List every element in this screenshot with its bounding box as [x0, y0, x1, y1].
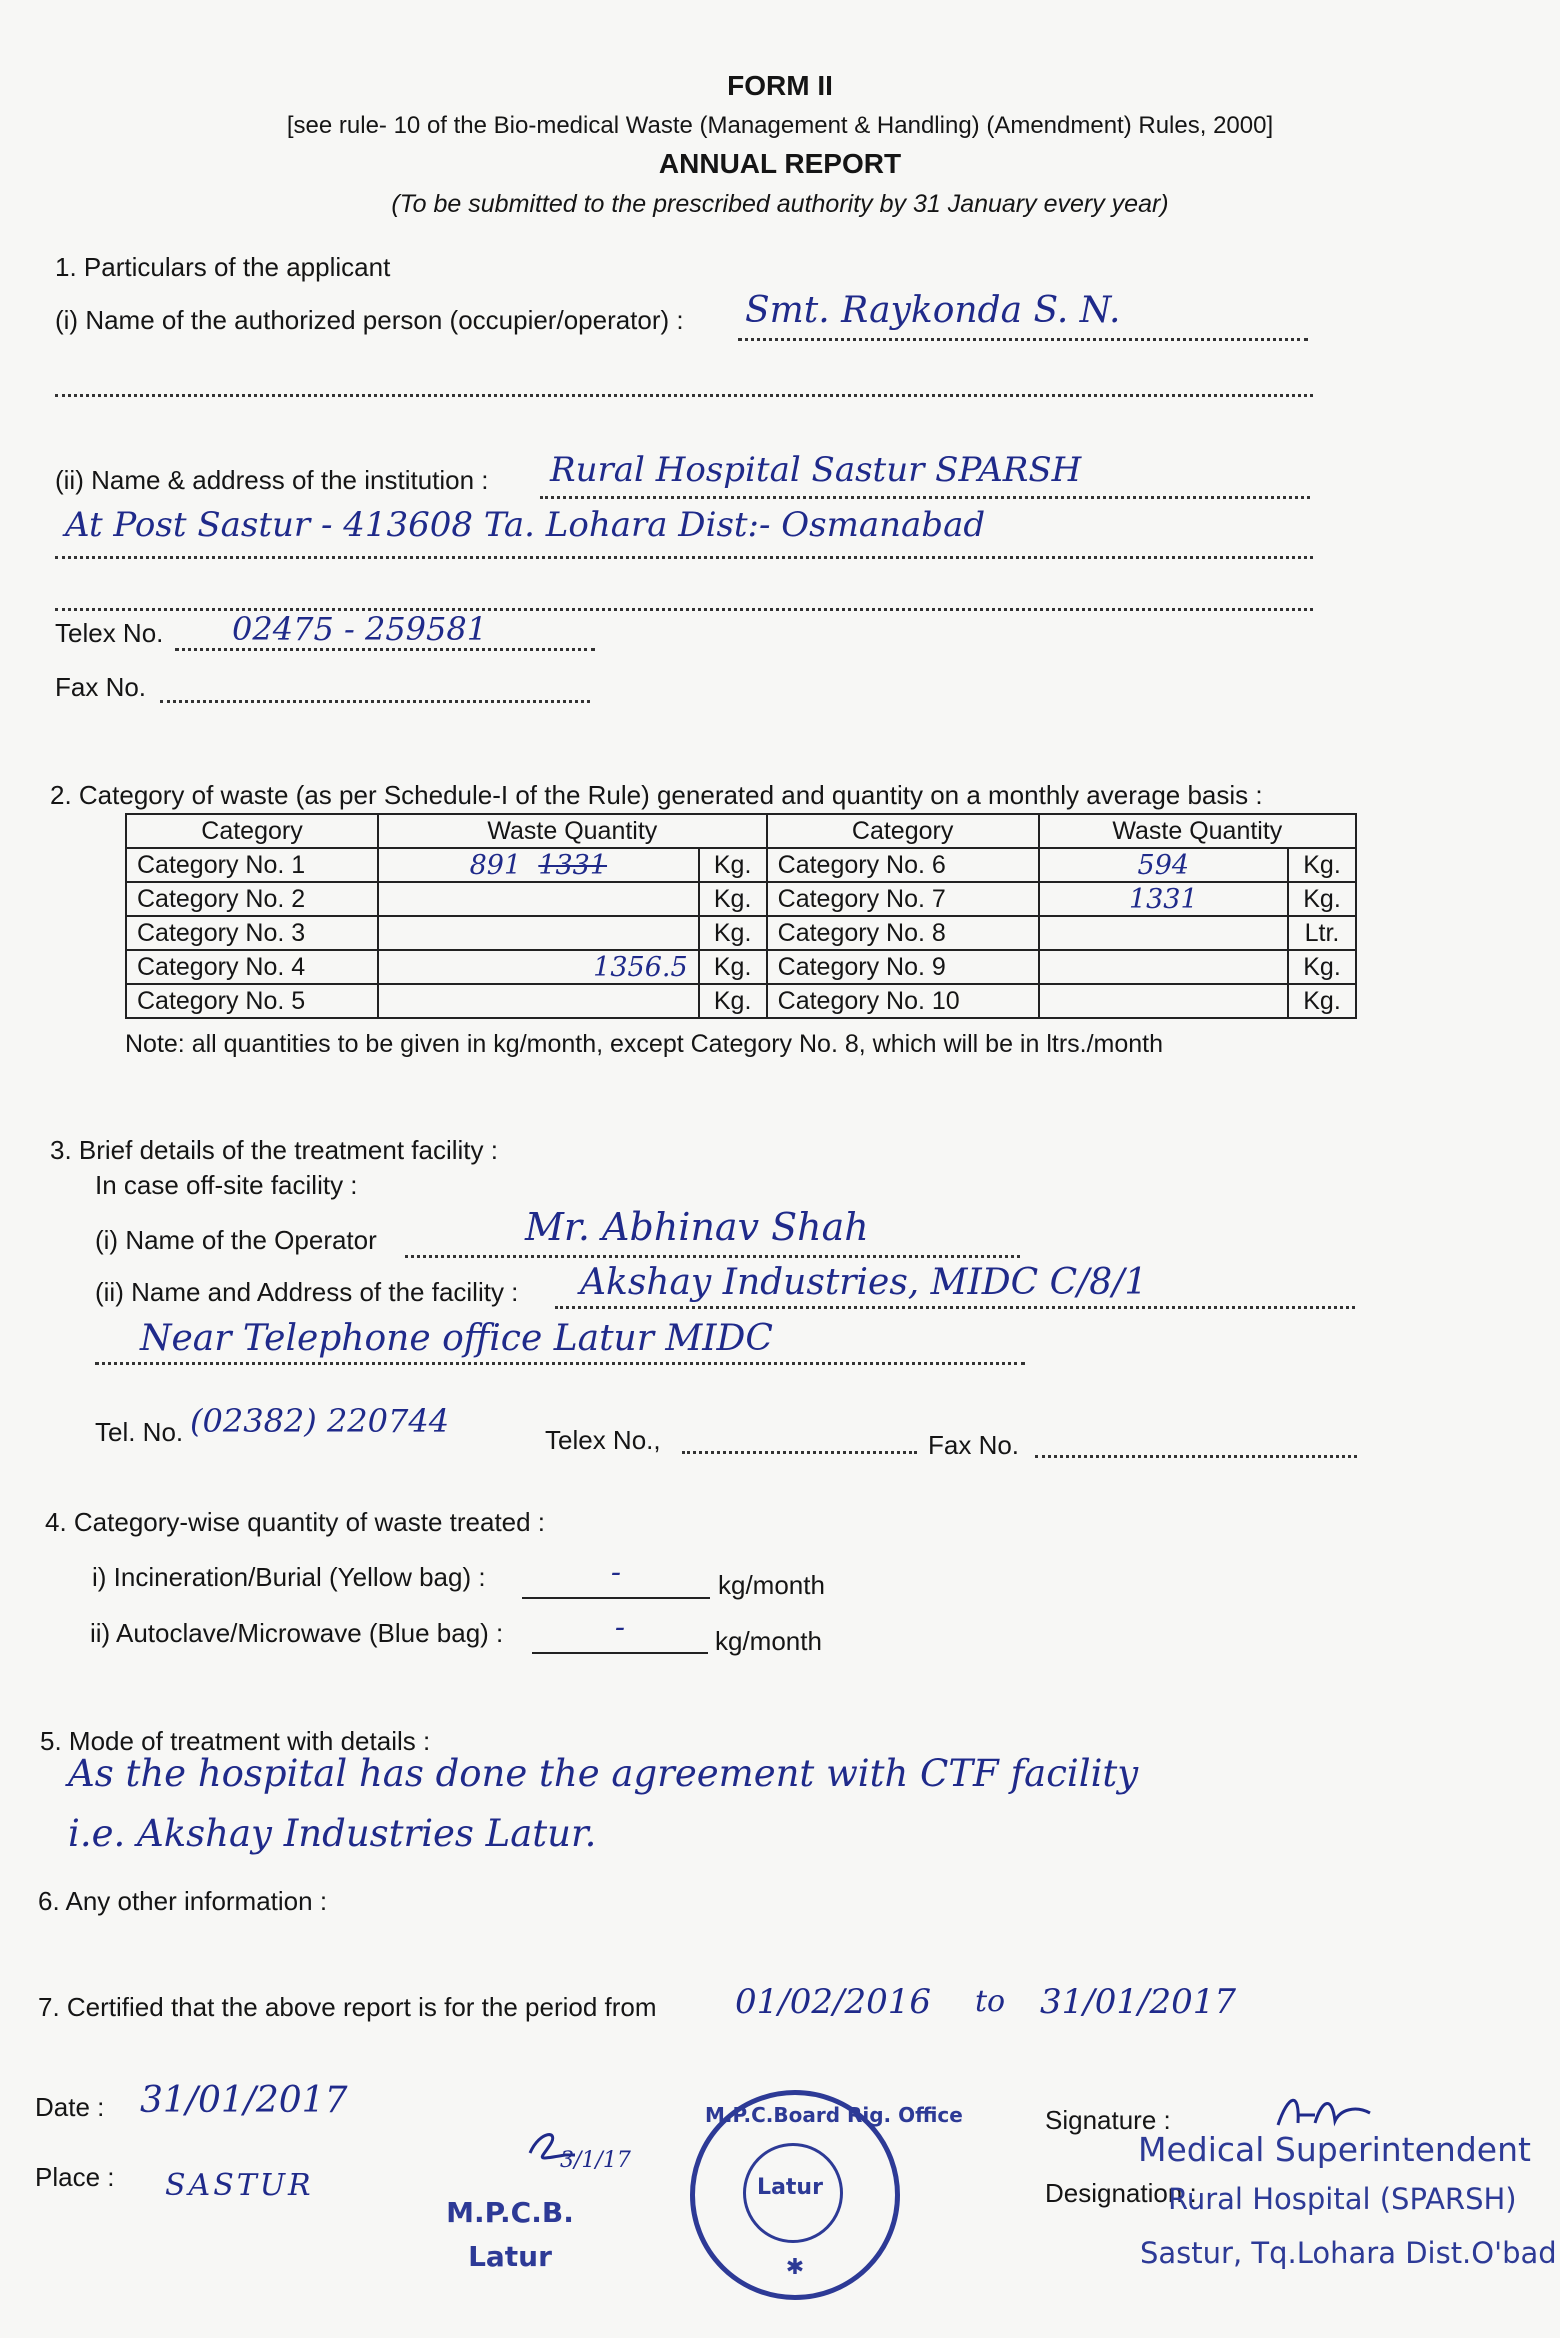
- facility-telex-label: Telex No.,: [545, 1425, 661, 1455]
- form-title: FORM II: [727, 70, 833, 101]
- operator-label: (i) Name of the Operator: [95, 1225, 377, 1255]
- period-to-date[interactable]: 31/01/2017: [1040, 1982, 1236, 2022]
- telex-line: [175, 648, 595, 651]
- operator-value[interactable]: Mr. Abhinav Shah: [525, 1205, 869, 1249]
- autoclave-value[interactable]: -: [614, 1610, 626, 1645]
- seal-ring-text: M.P.C.Board Rig. Office: [705, 2103, 963, 2127]
- category-cell: Category No. 9: [767, 950, 1039, 984]
- institution-value-line-1[interactable]: Rural Hospital Sastur SPARSH: [550, 450, 1082, 490]
- received-initials-icon: [520, 2125, 580, 2170]
- quantity-cell[interactable]: 594: [1039, 848, 1288, 882]
- fax-line[interactable]: [160, 700, 590, 703]
- unit-cell: Kg.: [1288, 848, 1356, 882]
- header-category-left: Category: [126, 814, 378, 848]
- header-quantity-left: Waste Quantity: [378, 814, 767, 848]
- section-4-heading: 4. Category-wise quantity of waste treated :: [45, 1507, 546, 1537]
- institution-value-line-2[interactable]: At Post Sastur - 413608 Ta. Lohara Dist:- Osmanabad: [65, 505, 986, 545]
- section-3-heading: 3. Brief details of the treatment facility :: [50, 1135, 498, 1165]
- category-cell: Category No. 4: [126, 950, 378, 984]
- designation-stamp-line-1: Medical Superintendent: [1138, 2130, 1531, 2169]
- unit-cell: Ltr.: [1288, 916, 1356, 950]
- fax-label: Fax No.: [55, 672, 147, 702]
- signature-label: Signature :: [1045, 2105, 1171, 2135]
- unit-cell: Kg.: [1288, 950, 1356, 984]
- table-row: [126, 984, 1356, 1018]
- authorized-person-line: [738, 338, 1308, 341]
- table-row: [126, 848, 1356, 882]
- unit-cell: Kg.: [699, 984, 767, 1018]
- category-cell: Category No. 3: [126, 916, 378, 950]
- place-label: Place :: [35, 2162, 115, 2192]
- autoclave-label: ii) Autoclave/Microwave (Blue bag) :: [90, 1618, 504, 1648]
- facility-telex-line[interactable]: [682, 1451, 917, 1454]
- category-cell: Category No. 5: [126, 984, 378, 1018]
- unit-cell: Kg.: [699, 848, 767, 882]
- table-row: [126, 950, 1356, 984]
- mpcb-seal-icon: [690, 2090, 963, 2300]
- operator-line: [405, 1255, 1020, 1258]
- incineration-value[interactable]: -: [610, 1555, 622, 1590]
- quantity-cell[interactable]: 1331: [1039, 882, 1288, 916]
- quantity-cell[interactable]: [1039, 916, 1288, 950]
- incineration-label: i) Incineration/Burial (Yellow bag) :: [92, 1562, 486, 1592]
- category-cell: Category No. 2: [126, 882, 378, 916]
- header-quantity-right: Waste Quantity: [1039, 814, 1356, 848]
- unit-cell: Kg.: [1288, 882, 1356, 916]
- facility-value-line-2[interactable]: Near Telephone office Latur MIDC: [140, 1318, 773, 1359]
- quantity-cell[interactable]: [378, 882, 699, 916]
- facility-line-1: [555, 1306, 1355, 1309]
- treatment-details-line-2[interactable]: i.e. Akshay Industries Latur.: [68, 1812, 597, 1855]
- blank-line: [55, 394, 1313, 397]
- unit-cell: Kg.: [699, 882, 767, 916]
- quantity-cell[interactable]: [1039, 984, 1288, 1018]
- header-category-right: Category: [767, 814, 1039, 848]
- unit-cell: Kg.: [699, 916, 767, 950]
- waste-category-table: [125, 813, 1357, 1019]
- autoclave-unit: kg/month: [715, 1626, 822, 1656]
- struck-quantity: 1331: [538, 849, 608, 881]
- facility-label: (ii) Name and Address of the facility :: [95, 1277, 519, 1307]
- institution-line-1: [540, 496, 1310, 499]
- date-value[interactable]: 31/01/2017: [140, 2080, 348, 2121]
- star-icon: ✱: [785, 2255, 805, 2280]
- section-3-subheading: In case off-site facility :: [95, 1170, 358, 1200]
- section-2-heading: 2. Category of waste (as per Schedule-I of the Rule) generated and quantity on a monthly average basis :: [50, 780, 1263, 810]
- table-header-row: [126, 814, 1356, 848]
- quantity-cell[interactable]: 891 1331: [378, 848, 699, 882]
- designation-label: Designation :: [1045, 2178, 1197, 2208]
- designation-stamp-line-2: Rural Hospital (SPARSH): [1168, 2182, 1517, 2216]
- authorized-person-label: (i) Name of the authorized person (occupier/operator) :: [55, 305, 684, 335]
- institution-line-2: [55, 556, 1313, 559]
- incineration-line: [522, 1597, 710, 1599]
- facility-fax-line[interactable]: [1035, 1455, 1357, 1458]
- category-cell: Category No. 1: [126, 848, 378, 882]
- submission-note: (To be submitted to the prescribed authority by 31 January every year): [391, 190, 1169, 218]
- authorized-person-value[interactable]: Smt. Raykonda S. N.: [745, 290, 1121, 331]
- period-to-word: to: [975, 1984, 1006, 2019]
- facility-fax-label: Fax No.: [928, 1430, 1020, 1460]
- place-value[interactable]: SASTUR: [165, 2168, 314, 2203]
- quantity-cell[interactable]: [1039, 950, 1288, 984]
- section-7-heading: 7. Certified that the above report is for the period from: [38, 1992, 657, 2022]
- table-row: [126, 882, 1356, 916]
- facility-value-line-1[interactable]: Akshay Industries, MIDC C/8/1: [580, 1262, 1148, 1303]
- seal-center-text: Latur: [757, 2175, 823, 2200]
- received-date: 3/1/17: [560, 2148, 631, 2173]
- quantity-cell[interactable]: 1356.5: [378, 950, 699, 984]
- table-note: Note: all quantities to be given in kg/month, except Category No. 8, which will be in ltrs./month: [125, 1030, 1164, 1058]
- autoclave-line: [532, 1652, 708, 1654]
- section-6-heading: 6. Any other information :: [38, 1886, 328, 1916]
- facility-line-2: [95, 1362, 1025, 1365]
- unit-cell: Kg.: [1288, 984, 1356, 1018]
- date-label: Date :: [35, 2092, 105, 2122]
- category-cell: Category No. 10: [767, 984, 1039, 1018]
- report-title: ANNUAL REPORT: [658, 148, 902, 179]
- section-5-heading: 5. Mode of treatment with details :: [40, 1726, 431, 1756]
- designation-stamp-line-3: Sastur, Tq.Lohara Dist.O'bad: [1140, 2236, 1557, 2270]
- incineration-unit: kg/month: [718, 1570, 825, 1600]
- table-row: [126, 916, 1356, 950]
- unit-cell: Kg.: [699, 950, 767, 984]
- quantity-cell[interactable]: [378, 916, 699, 950]
- telex-label: Telex No.: [55, 618, 164, 648]
- category-cell: Category No. 6: [767, 848, 1039, 882]
- category-cell: Category No. 7: [767, 882, 1039, 916]
- category-cell: Category No. 8: [767, 916, 1039, 950]
- tel-value[interactable]: (02382) 220744: [190, 1402, 450, 1440]
- institution-label: (ii) Name & address of the institution :: [55, 465, 489, 495]
- tel-label: Tel. No.: [95, 1417, 184, 1447]
- section-1-heading: 1. Particulars of the applicant: [55, 252, 391, 282]
- quantity-cell[interactable]: [378, 984, 699, 1018]
- treatment-details-line-1[interactable]: As the hospital has done the agreement with CTF facility: [68, 1752, 1139, 1795]
- telex-value[interactable]: 02475 - 259581: [232, 610, 488, 648]
- rule-reference: [see rule- 10 of the Bio-medical Waste (Management & Handling) (Amendment) Rules, 2000]: [286, 112, 1274, 139]
- period-from-date[interactable]: 01/02/2016: [735, 1982, 931, 2022]
- mpcb-location: Latur: [468, 2240, 552, 2273]
- mpcb-label: M.P.C.B.: [446, 2196, 574, 2229]
